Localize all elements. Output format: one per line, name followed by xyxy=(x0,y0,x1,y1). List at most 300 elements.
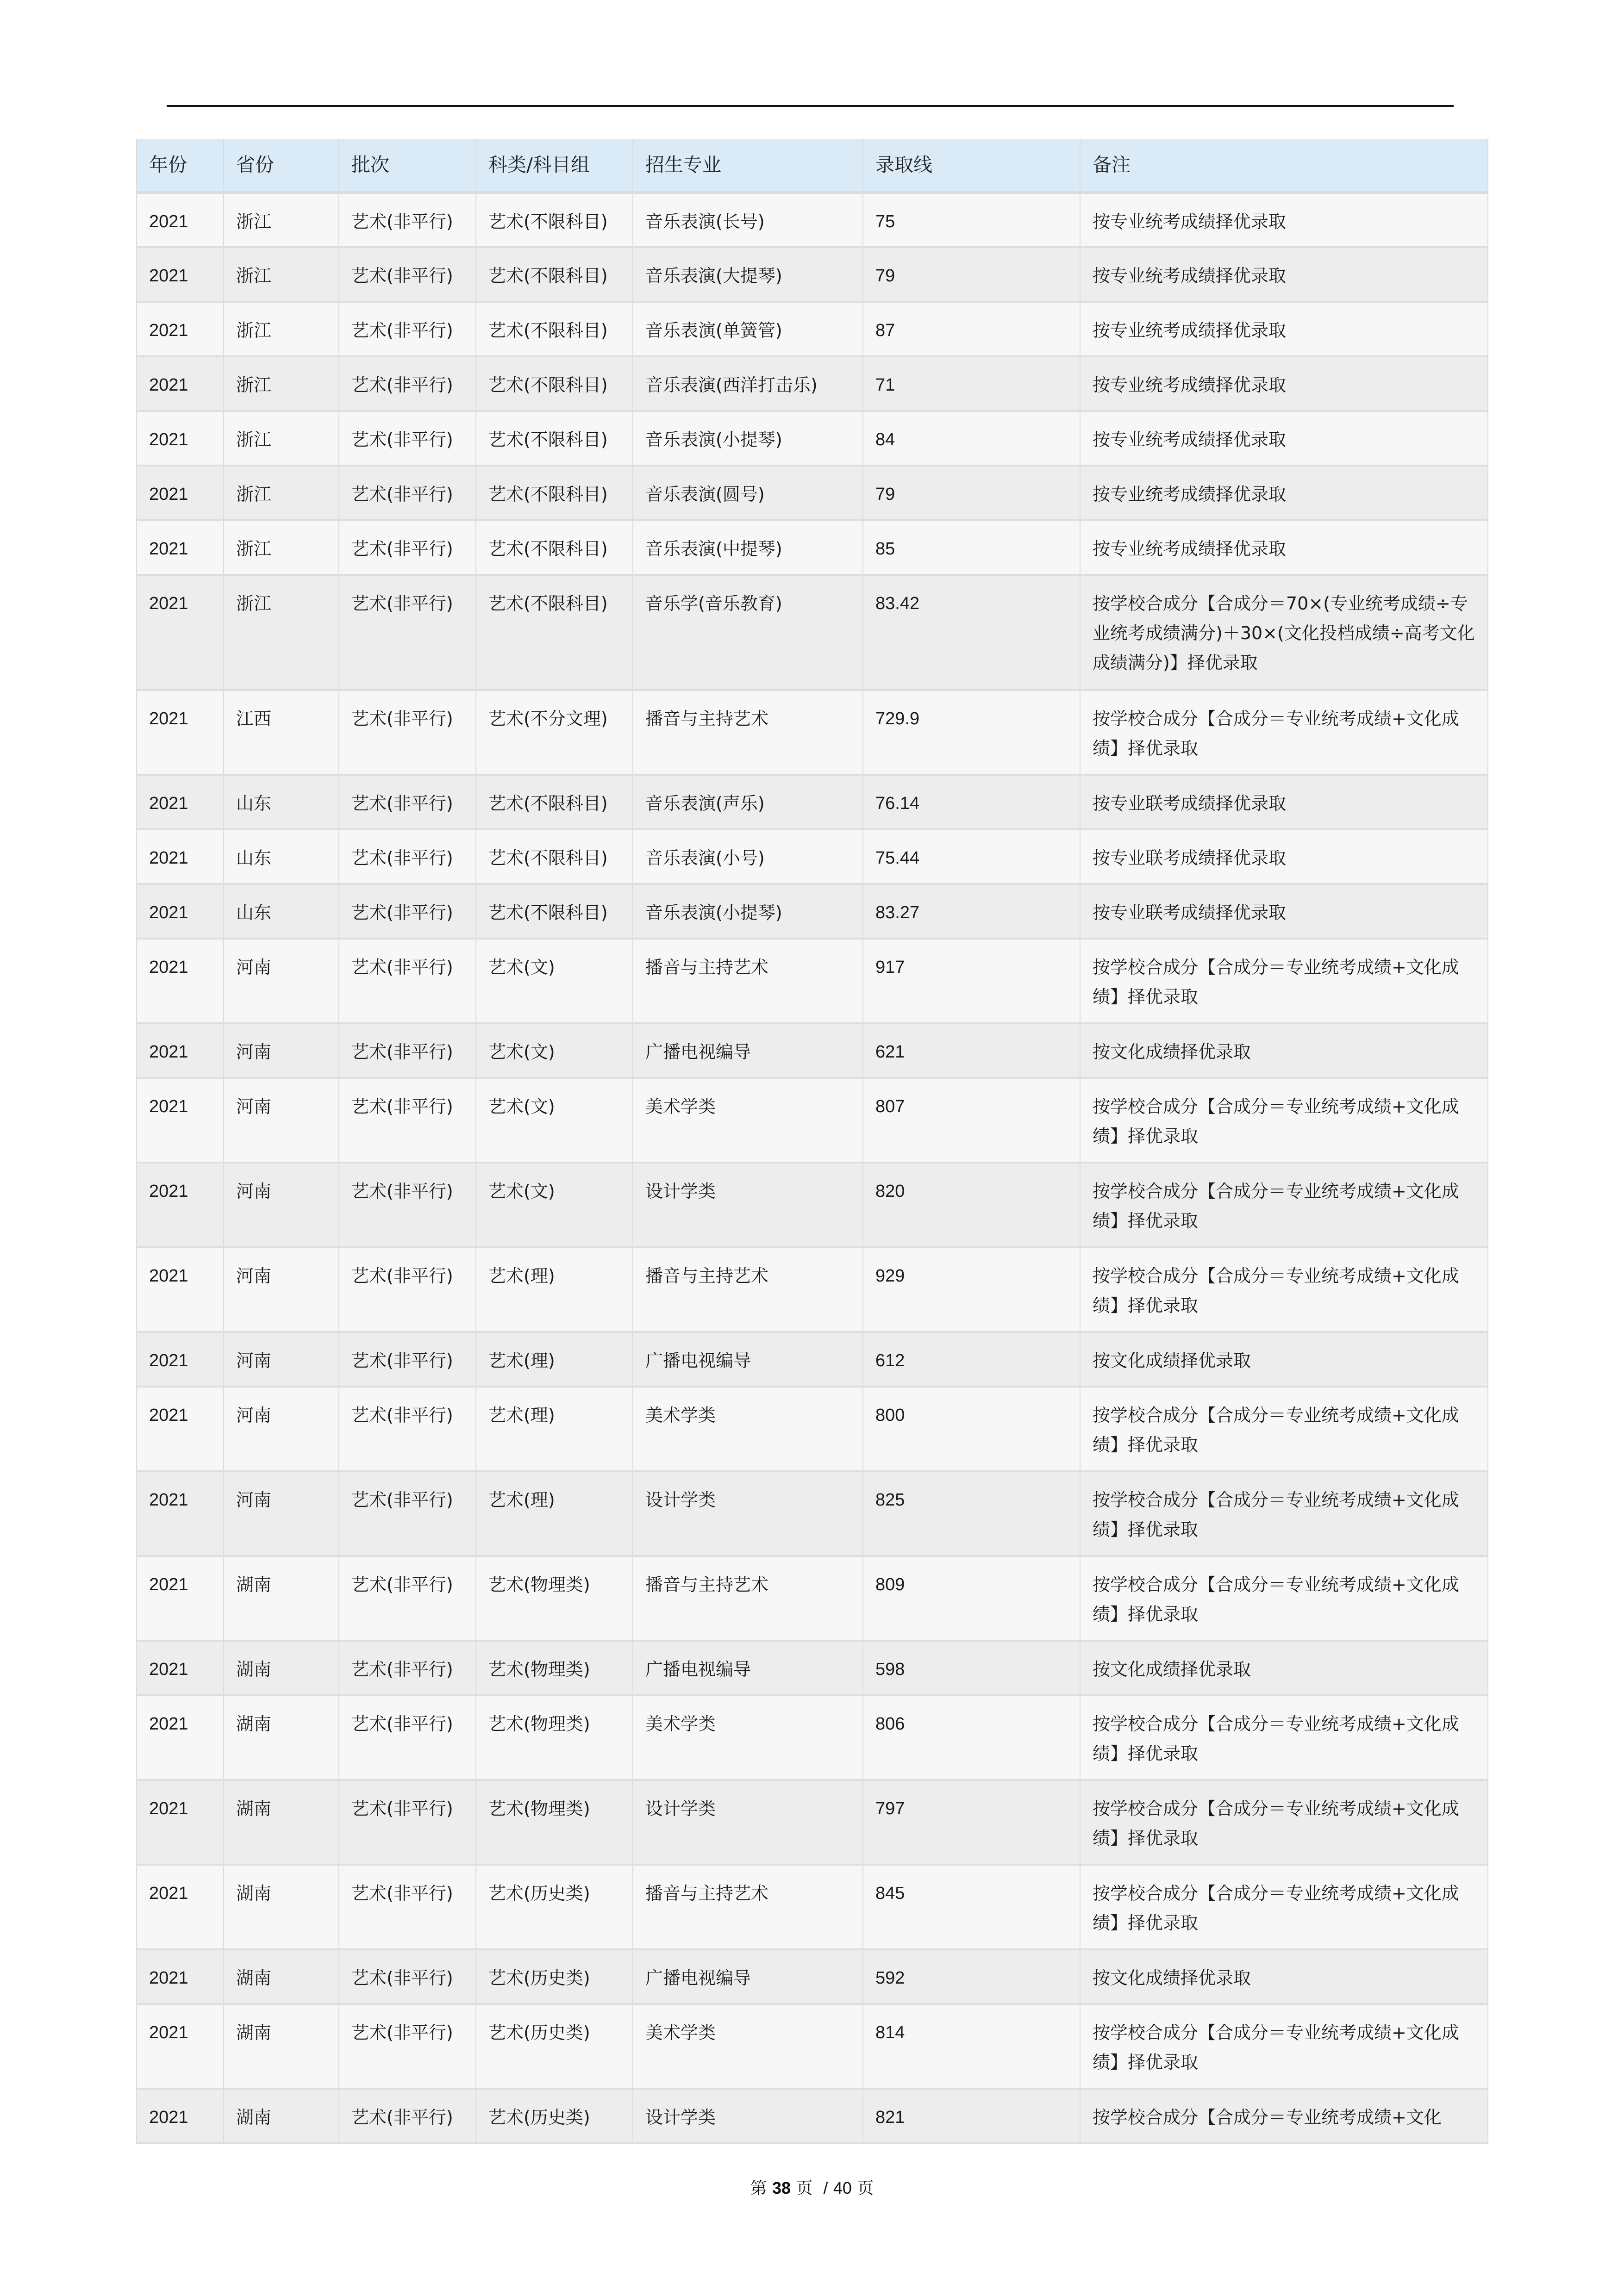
cell-batch-text: 艺术(非平行) xyxy=(351,1659,453,1680)
cell-major-text: 音乐表演(小提琴) xyxy=(645,902,782,923)
cell-year-text: 2021 xyxy=(149,1799,188,1818)
cell-cutoff-score-text: 797 xyxy=(875,1799,905,1818)
cell-cutoff-score xyxy=(863,2004,1080,2089)
col-header-subject-group: 科类/科目组 xyxy=(476,139,633,193)
cell-remarks-text: 按学校合成分【合成分＝专业统考成绩+文化成绩】择优录取 xyxy=(1093,1181,1459,1231)
cell-year xyxy=(137,884,224,939)
cell-cutoff-score xyxy=(863,1641,1080,1695)
cell-cutoff-score xyxy=(863,247,1080,302)
cell-cutoff-score-text: 71 xyxy=(875,375,895,395)
cell-major-text: 广播电视编导 xyxy=(645,1042,751,1062)
cell-cutoff-score-text: 83.42 xyxy=(875,594,920,613)
cell-subject-group-text: 艺术(不限科目) xyxy=(488,484,608,504)
cell-batch-text: 艺术(非平行) xyxy=(351,429,453,450)
cell-batch-text: 艺术(非平行) xyxy=(351,793,453,814)
footer-suffix: 页 xyxy=(857,2179,874,2198)
cell-batch-text: 艺术(非平行) xyxy=(351,266,453,286)
cell-province xyxy=(224,939,339,1023)
cell-major xyxy=(633,466,863,520)
cell-year-text: 2021 xyxy=(149,539,188,559)
cell-cutoff-score xyxy=(863,939,1080,1023)
cell-major-text: 播音与主持艺术 xyxy=(645,709,769,729)
cell-year xyxy=(137,1078,224,1163)
cell-cutoff-score xyxy=(863,1078,1080,1163)
cell-remarks xyxy=(1080,411,1488,466)
cell-subject-group-text: 艺术(理) xyxy=(488,1350,555,1371)
table-row xyxy=(137,1078,1488,1163)
cell-batch-text: 艺术(非平行) xyxy=(351,1883,453,1904)
cell-batch-text: 艺术(非平行) xyxy=(351,1042,453,1062)
cell-year xyxy=(137,193,224,247)
cell-cutoff-score xyxy=(863,1695,1080,1780)
table-row xyxy=(137,1471,1488,1556)
cell-subject-group xyxy=(476,575,633,690)
cell-remarks xyxy=(1080,356,1488,411)
table-row xyxy=(137,1332,1488,1387)
cell-cutoff-score-text: 612 xyxy=(875,1351,905,1370)
table-row xyxy=(137,2089,1488,2143)
cell-remarks xyxy=(1080,1078,1488,1163)
cell-subject-group xyxy=(476,884,633,939)
cell-subject-group-text: 艺术(历史类) xyxy=(488,1968,590,1988)
cell-major-text: 设计学类 xyxy=(645,1798,716,1819)
cell-subject-group-text: 艺术(历史类) xyxy=(488,2022,590,2043)
cell-major-text: 音乐学(音乐教育) xyxy=(645,593,782,614)
cell-year-text: 2021 xyxy=(149,1042,188,1062)
cell-year-text: 2021 xyxy=(149,1182,188,1201)
cell-year-text: 2021 xyxy=(149,794,188,813)
cell-batch-text: 艺术(非平行) xyxy=(351,848,453,868)
cell-remarks-text: 按学校合成分【合成分＝专业统考成绩+文化 xyxy=(1093,2107,1442,2128)
cell-year-text: 2021 xyxy=(149,1660,188,1679)
cell-major-text: 音乐表演(声乐) xyxy=(645,793,765,814)
cell-cutoff-score-text: 807 xyxy=(875,1097,905,1116)
cell-year-text: 2021 xyxy=(149,1490,188,1510)
cell-subject-group xyxy=(476,466,633,520)
cell-year xyxy=(137,411,224,466)
table-row xyxy=(137,690,1488,775)
table-row xyxy=(137,356,1488,411)
cell-major-text: 广播电视编导 xyxy=(645,1968,751,1988)
cell-year xyxy=(137,1556,224,1641)
cell-subject-group xyxy=(476,1641,633,1695)
cell-batch xyxy=(339,411,476,466)
cell-batch-text: 艺术(非平行) xyxy=(351,1798,453,1819)
cell-batch xyxy=(339,1780,476,1865)
cell-batch xyxy=(339,302,476,356)
cell-major-text: 播音与主持艺术 xyxy=(645,957,769,977)
cell-year-text: 2021 xyxy=(149,594,188,613)
cell-major-text: 美术学类 xyxy=(645,1096,716,1117)
cell-cutoff-score xyxy=(863,193,1080,247)
table-row xyxy=(137,575,1488,690)
cell-major-text: 美术学类 xyxy=(645,1405,716,1425)
cell-subject-group xyxy=(476,2004,633,2089)
cell-subject-group xyxy=(476,939,633,1023)
cell-remarks-text: 按学校合成分【合成分＝专业统考成绩+文化成绩】择优录取 xyxy=(1093,1405,1459,1455)
cell-province-text: 湖南 xyxy=(236,2022,272,2043)
cell-cutoff-score xyxy=(863,1780,1080,1865)
cell-major xyxy=(633,520,863,575)
cell-cutoff-score-text: 929 xyxy=(875,1266,905,1286)
cell-cutoff-score xyxy=(863,775,1080,829)
cell-year xyxy=(137,1865,224,1949)
cell-province-text: 湖南 xyxy=(236,2107,272,2128)
cell-remarks xyxy=(1080,575,1488,690)
cell-subject-group xyxy=(476,411,633,466)
cell-batch xyxy=(339,884,476,939)
cell-cutoff-score-text: 821 xyxy=(875,2108,905,2127)
cell-year xyxy=(137,690,224,775)
cell-year-text: 2021 xyxy=(149,903,188,922)
cell-year-text: 2021 xyxy=(149,2023,188,2042)
footer-separator: / xyxy=(823,2178,828,2197)
cell-batch xyxy=(339,356,476,411)
cell-major xyxy=(633,2089,863,2143)
table-row xyxy=(137,1641,1488,1695)
col-header-batch: 批次 xyxy=(339,139,476,193)
cell-cutoff-score xyxy=(863,356,1080,411)
cell-major-text: 播音与主持艺术 xyxy=(645,1883,769,1904)
cell-batch xyxy=(339,1471,476,1556)
cell-remarks xyxy=(1080,2004,1488,2089)
col-header-year: 年份 xyxy=(137,139,224,193)
cell-remarks xyxy=(1080,2089,1488,2143)
cell-province-text: 河南 xyxy=(236,1266,272,1286)
cell-batch-text: 艺术(非平行) xyxy=(351,1490,453,1510)
cell-remarks-text: 按学校合成分【合成分＝专业统考成绩+文化成绩】择优录取 xyxy=(1093,1096,1459,1146)
cell-batch-text: 艺术(非平行) xyxy=(351,1350,453,1371)
cell-subject-group-text: 艺术(文) xyxy=(488,1096,555,1117)
cell-major-text: 设计学类 xyxy=(645,1490,716,1510)
cell-cutoff-score xyxy=(863,1332,1080,1387)
cell-major-text: 音乐表演(大提琴) xyxy=(645,266,782,286)
cell-batch-text: 艺术(非平行) xyxy=(351,1266,453,1286)
cell-subject-group-text: 艺术(不限科目) xyxy=(488,212,608,232)
table-row xyxy=(137,466,1488,520)
cell-subject-group-text: 艺术(不限科目) xyxy=(488,902,608,923)
cell-subject-group xyxy=(476,1949,633,2004)
cell-province xyxy=(224,775,339,829)
cell-remarks-text: 按学校合成分【合成分＝专业统考成绩+文化成绩】择优录取 xyxy=(1093,1883,1459,1933)
page-footer xyxy=(0,2175,1624,2199)
cell-batch xyxy=(339,466,476,520)
cell-year-text: 2021 xyxy=(149,212,188,231)
cell-cutoff-score xyxy=(863,690,1080,775)
cell-batch-text: 艺术(非平行) xyxy=(351,902,453,923)
cell-remarks xyxy=(1080,884,1488,939)
cell-province xyxy=(224,1387,339,1471)
cell-year-text: 2021 xyxy=(149,1351,188,1370)
table-row xyxy=(137,520,1488,575)
cell-subject-group-text: 艺术(不限科目) xyxy=(488,539,608,559)
cell-remarks xyxy=(1080,1949,1488,2004)
cell-subject-group-text: 艺术(理) xyxy=(488,1405,555,1425)
table-row xyxy=(137,1023,1488,1078)
cell-year xyxy=(137,520,224,575)
cell-year xyxy=(137,466,224,520)
cell-year xyxy=(137,2004,224,2089)
cell-subject-group-text: 艺术(历史类) xyxy=(488,1883,590,1904)
cell-province xyxy=(224,1865,339,1949)
cell-year-text: 2021 xyxy=(149,375,188,395)
cell-year xyxy=(137,1332,224,1387)
cell-major xyxy=(633,775,863,829)
cell-cutoff-score-text: 75.44 xyxy=(875,848,920,868)
cell-major xyxy=(633,1387,863,1471)
cell-cutoff-score xyxy=(863,1949,1080,2004)
cell-subject-group-text: 艺术(物理类) xyxy=(488,1574,590,1595)
cell-subject-group xyxy=(476,2089,633,2143)
table-row xyxy=(137,1865,1488,1949)
table-row xyxy=(137,1387,1488,1471)
cell-province xyxy=(224,690,339,775)
cell-cutoff-score xyxy=(863,884,1080,939)
cell-remarks-text: 按文化成绩择优录取 xyxy=(1093,1968,1251,1988)
cell-year xyxy=(137,302,224,356)
cell-cutoff-score-text: 79 xyxy=(875,266,895,286)
cell-year xyxy=(137,575,224,690)
cell-subject-group xyxy=(476,520,633,575)
cell-subject-group-text: 艺术(不限科目) xyxy=(488,429,608,450)
cell-remarks xyxy=(1080,829,1488,884)
cell-remarks-text: 按学校合成分【合成分＝70×(专业统考成绩÷专业统考成绩满分)＋30×(文化投档成绩÷高考文化成绩满分)】择优录取 xyxy=(1093,593,1475,673)
cell-remarks-text: 按文化成绩择优录取 xyxy=(1093,1659,1251,1680)
cell-cutoff-score xyxy=(863,411,1080,466)
cell-province-text: 湖南 xyxy=(236,1883,272,1904)
cell-remarks xyxy=(1080,690,1488,775)
cell-cutoff-score xyxy=(863,575,1080,690)
cell-remarks xyxy=(1080,247,1488,302)
cell-subject-group xyxy=(476,775,633,829)
cell-cutoff-score xyxy=(863,302,1080,356)
cell-major-text: 音乐表演(西洋打击乐) xyxy=(645,375,818,395)
cell-province xyxy=(224,1556,339,1641)
cell-year xyxy=(137,1023,224,1078)
cell-cutoff-score xyxy=(863,520,1080,575)
cell-subject-group-text: 艺术(历史类) xyxy=(488,2107,590,2128)
cell-subject-group xyxy=(476,193,633,247)
cell-subject-group-text: 艺术(不分文理) xyxy=(488,709,608,729)
cell-batch xyxy=(339,193,476,247)
cell-remarks xyxy=(1080,466,1488,520)
cell-cutoff-score-text: 85 xyxy=(875,539,895,559)
cell-remarks xyxy=(1080,1023,1488,1078)
cell-province-text: 湖南 xyxy=(236,1714,272,1734)
cell-batch-text: 艺术(非平行) xyxy=(351,1714,453,1734)
cell-major xyxy=(633,1695,863,1780)
cell-cutoff-score xyxy=(863,1865,1080,1949)
cell-batch xyxy=(339,520,476,575)
cell-batch-text: 艺术(非平行) xyxy=(351,1405,453,1425)
cell-remarks xyxy=(1080,193,1488,247)
cell-cutoff-score xyxy=(863,1471,1080,1556)
admission-score-table xyxy=(136,139,1488,2144)
cell-subject-group xyxy=(476,356,633,411)
cell-remarks xyxy=(1080,1865,1488,1949)
footer-prefix: 第 xyxy=(750,2179,767,2198)
cell-batch xyxy=(339,939,476,1023)
cell-cutoff-score xyxy=(863,829,1080,884)
cell-year-text: 2021 xyxy=(149,848,188,868)
cell-batch xyxy=(339,575,476,690)
cell-batch xyxy=(339,2004,476,2089)
cell-major xyxy=(633,1163,863,1247)
cell-province-text: 河南 xyxy=(236,957,272,977)
cell-province xyxy=(224,1078,339,1163)
cell-province-text: 湖南 xyxy=(236,1968,272,1988)
cell-remarks-text: 按学校合成分【合成分＝专业统考成绩+文化成绩】择优录取 xyxy=(1093,957,1459,1007)
cell-major xyxy=(633,1078,863,1163)
cell-province xyxy=(224,1695,339,1780)
cell-subject-group xyxy=(476,247,633,302)
cell-province-text: 浙江 xyxy=(236,539,272,559)
cell-subject-group-text: 艺术(理) xyxy=(488,1266,555,1286)
cell-province xyxy=(224,193,339,247)
cell-major-text: 音乐表演(单簧管) xyxy=(645,320,782,341)
cell-province xyxy=(224,2004,339,2089)
cell-remarks-text: 按专业统考成绩择优录取 xyxy=(1093,375,1287,395)
cell-subject-group xyxy=(476,302,633,356)
cell-cutoff-score xyxy=(863,2089,1080,2143)
cell-province-text: 浙江 xyxy=(236,429,272,450)
cell-major xyxy=(633,575,863,690)
cell-subject-group xyxy=(476,1471,633,1556)
cell-batch xyxy=(339,1695,476,1780)
cell-batch-text: 艺术(非平行) xyxy=(351,1181,453,1201)
cell-remarks-text: 按专业统考成绩择优录取 xyxy=(1093,429,1287,450)
table-row xyxy=(137,1949,1488,2004)
cell-major-text: 音乐表演(圆号) xyxy=(645,484,765,504)
cell-year xyxy=(137,1163,224,1247)
cell-cutoff-score-text: 592 xyxy=(875,1968,905,1988)
cell-province-text: 河南 xyxy=(236,1096,272,1117)
cell-year xyxy=(137,939,224,1023)
cell-province-text: 河南 xyxy=(236,1350,272,1371)
table-row xyxy=(137,1695,1488,1780)
cell-year-text: 2021 xyxy=(149,709,188,728)
cell-remarks-text: 按专业统考成绩择优录取 xyxy=(1093,266,1287,286)
cell-province-text: 湖南 xyxy=(236,1659,272,1680)
cell-subject-group xyxy=(476,1695,633,1780)
cell-year xyxy=(137,1641,224,1695)
cell-major-text: 广播电视编导 xyxy=(645,1659,751,1680)
cell-subject-group xyxy=(476,1387,633,1471)
table-body xyxy=(137,193,1488,2143)
cell-cutoff-score-text: 79 xyxy=(875,485,895,504)
cell-province-text: 浙江 xyxy=(236,266,272,286)
cell-batch-text: 艺术(非平行) xyxy=(351,593,453,614)
cell-major xyxy=(633,1865,863,1949)
cell-year-text: 2021 xyxy=(149,2108,188,2127)
col-header-cutoff-score: 录取线 xyxy=(863,139,1080,193)
cell-province xyxy=(224,356,339,411)
cell-year xyxy=(137,1780,224,1865)
cell-cutoff-score xyxy=(863,1247,1080,1332)
cell-province xyxy=(224,411,339,466)
cell-major xyxy=(633,1332,863,1387)
cell-year-text: 2021 xyxy=(149,430,188,449)
cell-major xyxy=(633,411,863,466)
cell-cutoff-score xyxy=(863,1556,1080,1641)
table-row xyxy=(137,884,1488,939)
cell-cutoff-score-text: 621 xyxy=(875,1042,905,1062)
cell-year xyxy=(137,1949,224,2004)
cell-province-text: 河南 xyxy=(236,1490,272,1510)
cell-major-text: 广播电视编导 xyxy=(645,1350,751,1371)
cell-province xyxy=(224,466,339,520)
cell-remarks xyxy=(1080,1556,1488,1641)
cell-year-text: 2021 xyxy=(149,266,188,286)
cell-batch xyxy=(339,775,476,829)
cell-cutoff-score-text: 845 xyxy=(875,1884,905,1903)
cell-cutoff-score-text: 75 xyxy=(875,212,895,231)
cell-subject-group xyxy=(476,829,633,884)
cell-batch xyxy=(339,829,476,884)
cell-batch xyxy=(339,1949,476,2004)
cell-remarks xyxy=(1080,1780,1488,1865)
cell-province-text: 湖南 xyxy=(236,1798,272,1819)
cell-year xyxy=(137,1387,224,1471)
cell-remarks-text: 按学校合成分【合成分＝专业统考成绩+文化成绩】择优录取 xyxy=(1093,2022,1459,2072)
cell-province-text: 河南 xyxy=(236,1042,272,1062)
cell-subject-group-text: 艺术(物理类) xyxy=(488,1659,590,1680)
cell-subject-group-text: 艺术(不限科目) xyxy=(488,793,608,814)
cell-major xyxy=(633,1556,863,1641)
cell-batch-text: 艺术(非平行) xyxy=(351,375,453,395)
cell-subject-group-text: 艺术(理) xyxy=(488,1490,555,1510)
cell-cutoff-score-text: 598 xyxy=(875,1660,905,1679)
cell-subject-group-text: 艺术(物理类) xyxy=(488,1798,590,1819)
cell-year-text: 2021 xyxy=(149,1266,188,1286)
cell-batch xyxy=(339,1023,476,1078)
table-row xyxy=(137,939,1488,1023)
cell-subject-group-text: 艺术(不限科目) xyxy=(488,266,608,286)
cell-remarks-text: 按专业统考成绩择优录取 xyxy=(1093,212,1287,232)
cell-year xyxy=(137,1247,224,1332)
cell-year xyxy=(137,1695,224,1780)
cell-batch xyxy=(339,1163,476,1247)
cell-batch-text: 艺术(非平行) xyxy=(351,2107,453,2128)
cell-major xyxy=(633,1247,863,1332)
cell-province xyxy=(224,302,339,356)
cell-cutoff-score xyxy=(863,1163,1080,1247)
cell-remarks-text: 按专业联考成绩择优录取 xyxy=(1093,793,1287,814)
table-row xyxy=(137,1247,1488,1332)
cell-batch xyxy=(339,2089,476,2143)
cell-subject-group xyxy=(476,1163,633,1247)
cell-province-text: 浙江 xyxy=(236,212,272,232)
cell-remarks-text: 按学校合成分【合成分＝专业统考成绩+文化成绩】择优录取 xyxy=(1093,1798,1459,1848)
cell-major-text: 设计学类 xyxy=(645,1181,716,1201)
cell-year xyxy=(137,775,224,829)
table-row xyxy=(137,829,1488,884)
cell-year-text: 2021 xyxy=(149,1406,188,1425)
cell-remarks-text: 按学校合成分【合成分＝专业统考成绩+文化成绩】择优录取 xyxy=(1093,1490,1459,1540)
table-header-row xyxy=(137,139,1488,193)
cell-remarks xyxy=(1080,1387,1488,1471)
cell-batch xyxy=(339,1641,476,1695)
cell-cutoff-score xyxy=(863,1387,1080,1471)
cell-major xyxy=(633,829,863,884)
cell-year xyxy=(137,2089,224,2143)
cell-major xyxy=(633,193,863,247)
cell-batch-text: 艺术(非平行) xyxy=(351,957,453,977)
cell-year-text: 2021 xyxy=(149,1097,188,1116)
cell-province xyxy=(224,1332,339,1387)
cell-major xyxy=(633,356,863,411)
cell-major-text: 音乐表演(小号) xyxy=(645,848,765,868)
